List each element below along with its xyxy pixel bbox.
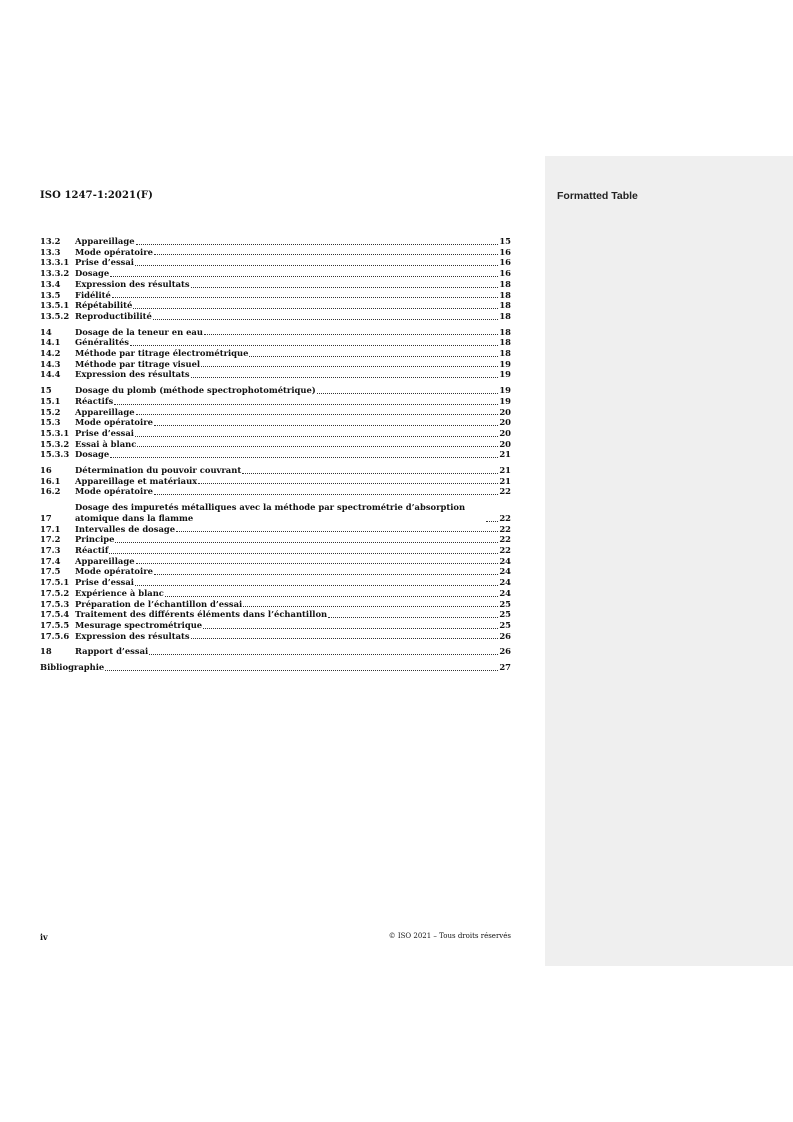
toc-entry-title: Réactif (75, 544, 109, 555)
toc-entry[interactable] (40, 486, 511, 497)
toc-entry-title: Détermination du pouvoir couvrant (75, 465, 242, 476)
toc-entry[interactable] (40, 609, 511, 620)
toc-entry[interactable] (40, 359, 511, 370)
toc-leader-dots (110, 276, 498, 277)
toc-entry[interactable] (40, 348, 511, 359)
toc-entry[interactable] (40, 327, 511, 338)
toc-entry[interactable] (40, 545, 511, 556)
toc-entry-title: Expérience à blanc (75, 587, 164, 598)
toc-entry-number: 17.5.1 (40, 577, 70, 588)
toc-leader-dots (136, 414, 499, 415)
toc-entry-title: Essai à blanc (75, 438, 137, 449)
toc-leader-dots (154, 574, 498, 575)
toc-entry[interactable] (40, 502, 511, 523)
toc-entry-title: Mesurage spectrométrique (75, 619, 203, 630)
toc-leader-dots (154, 254, 498, 255)
toc-leader-dots (115, 542, 498, 543)
toc-entry-number: 16.1 (40, 475, 61, 486)
toc-entry[interactable] (40, 465, 511, 476)
toc-entry-title: Dosage du plomb (méthode spectrophotométrique) (75, 385, 316, 396)
toc-entry[interactable] (40, 646, 511, 657)
toc-entry-title: Préparation de l’échantillon d’essai (75, 598, 243, 609)
toc-entry[interactable] (40, 300, 511, 311)
toc-entry-page: 21 (499, 465, 511, 476)
toc-entry-number: 15.3.2 (40, 438, 70, 449)
toc-entry-page: 27 (499, 662, 511, 673)
toc-entry-page: 25 (499, 619, 511, 630)
toc-entry-title: Expression des résultats (75, 369, 190, 380)
toc-leader-dots (328, 617, 498, 618)
toc-entry-number: 15 (40, 385, 52, 396)
toc-entry[interactable] (40, 631, 511, 642)
toc-entry-page: 22 (499, 534, 511, 545)
toc-entry-number: 15.3.1 (40, 427, 70, 438)
toc-entry-title: Fidélité (75, 289, 111, 300)
toc-entry-title: Mode opératoire (75, 566, 153, 577)
toc-entry-number: 16 (40, 465, 52, 476)
toc-entry[interactable] (40, 620, 511, 631)
toc-entry-number: 13.5.1 (40, 300, 70, 311)
toc-entry-page: 22 (499, 512, 511, 523)
toc-entry-number: 15.2 (40, 406, 61, 417)
toc-entry-page: 20 (499, 438, 511, 449)
comment-pane (545, 156, 793, 966)
toc-entry-number: 13.3.2 (40, 268, 70, 279)
toc-entry-title: Prise d’essai (75, 577, 134, 588)
toc-entry[interactable] (40, 476, 511, 487)
toc-entry-title: Principe (75, 534, 115, 545)
toc-entry-number: 14.2 (40, 348, 61, 359)
toc-entry[interactable] (40, 236, 511, 247)
toc-entry-title: Intervalles de dosage (75, 523, 176, 534)
toc-entry-title: Dosage (75, 268, 110, 279)
toc-leader-dots (110, 457, 498, 458)
toc-entry-number: 14 (40, 326, 52, 337)
toc-leader-dots (198, 483, 498, 484)
toc-entry-number: 13.5.2 (40, 310, 70, 321)
toc-leader-dots (191, 287, 499, 288)
toc-entry[interactable] (40, 428, 511, 439)
toc-entry-page: 18 (499, 348, 511, 359)
toc-entry-page: 18 (499, 278, 511, 289)
toc-entry-page: 18 (499, 337, 511, 348)
toc-entry[interactable] (40, 417, 511, 428)
toc-leader-dots (149, 654, 498, 655)
document-header: ISO 1247-1:2021(F) (40, 190, 153, 201)
toc-entry-page: 20 (499, 406, 511, 417)
toc-entry[interactable] (40, 290, 511, 301)
toc-entry-number: 17.5.4 (40, 609, 70, 620)
toc-leader-dots (243, 606, 498, 607)
toc-entry-number: 17.1 (40, 523, 61, 534)
toc-entry-number: 17.5.2 (40, 587, 70, 598)
toc-entry-page: 24 (499, 577, 511, 588)
toc-entry-page: 19 (499, 358, 511, 369)
toc-entry-title: Appareillage et matériaux (75, 475, 198, 486)
toc-entry-page: 16 (499, 257, 511, 268)
toc-entry-page: 22 (499, 523, 511, 534)
toc-leader-dots (109, 553, 498, 554)
toc-entry[interactable] (40, 556, 511, 567)
toc-entry-title: Bibliographie (40, 662, 105, 673)
toc-entry-number: 14.4 (40, 369, 61, 380)
toc-entry-page: 26 (499, 646, 511, 657)
toc-entry-number: 17.3 (40, 544, 61, 555)
toc-entry-number: 17.5 (40, 566, 61, 577)
toc-leader-dots (137, 446, 498, 447)
toc-entry-title: Méthode par titrage visuel (75, 358, 201, 369)
toc-leader-dots (201, 366, 498, 367)
toc-entry-page: 21 (499, 449, 511, 460)
toc-leader-dots (154, 494, 498, 495)
toc-entry-page: 18 (499, 289, 511, 300)
toc-entry[interactable] (40, 311, 511, 322)
toc-entry-page: 22 (499, 544, 511, 555)
toc-entry[interactable] (40, 369, 511, 380)
page-number: iv (40, 932, 48, 942)
toc-leader-dots (114, 404, 498, 405)
toc-entry-number: 13.3 (40, 246, 61, 257)
toc-entry-title: Appareillage (75, 236, 135, 246)
toc-leader-dots (135, 585, 498, 586)
toc-entry-title: Reproductibilité (75, 310, 152, 321)
toc-group (40, 646, 511, 657)
toc-entry[interactable] (40, 588, 511, 599)
toc-entry-page: 18 (499, 300, 511, 311)
toc-group (40, 385, 511, 460)
toc-entry-title: Rapport d’essai (75, 646, 149, 657)
toc-entry-number: 15.3 (40, 417, 61, 428)
toc-entry-page: 19 (499, 395, 511, 406)
toc-leader-dots (204, 334, 498, 335)
toc-group (40, 465, 511, 497)
toc-entry[interactable] (40, 439, 511, 450)
toc-entry[interactable] (40, 396, 511, 407)
toc-entry-page: 18 (499, 310, 511, 321)
toc-leader-dots (105, 670, 498, 671)
toc-leader-dots (135, 265, 498, 266)
toc-entry[interactable] (40, 524, 511, 535)
toc-entry-page: 24 (499, 587, 511, 598)
toc-entry-title: Expression des résultats (75, 278, 190, 289)
toc-entry-number: 15.1 (40, 395, 61, 406)
toc-entry-title: Appareillage (75, 555, 135, 566)
toc-entry[interactable] (40, 534, 511, 545)
toc-entry-page: 20 (499, 427, 511, 438)
toc-entry[interactable] (40, 337, 511, 348)
toc-leader-dots (191, 377, 499, 378)
toc-entry-number: 17.5.6 (40, 630, 70, 641)
toc-entry-title: Dosage des impuretés métalliques avec la méthode par spectrométrie d’absorption atomique dans la flamme (75, 502, 466, 523)
toc-leader-dots (191, 638, 499, 639)
toc-leader-dots (133, 308, 498, 309)
toc-entry-page: 25 (499, 598, 511, 609)
toc-entry-page: 22 (499, 486, 511, 497)
toc-leader-dots (136, 563, 499, 564)
toc-entry-title: Dosage (75, 449, 110, 460)
toc-entry-number: 17.5.5 (40, 619, 70, 630)
toc-entry-number: 16.2 (40, 486, 61, 497)
toc-leader-dots (176, 531, 498, 532)
toc-group (40, 502, 511, 641)
toc-entry[interactable] (40, 257, 511, 268)
toc-entry[interactable] (40, 247, 511, 258)
toc-entry-number: 17.2 (40, 534, 61, 545)
toc-entry-page: 20 (499, 417, 511, 428)
toc-entry[interactable] (40, 577, 511, 588)
toc-entry-page: 24 (499, 566, 511, 577)
toc-entry[interactable] (40, 268, 511, 279)
toc-group (40, 327, 511, 381)
toc-entry-title: Mode opératoire (75, 486, 153, 497)
toc-entry-title: Prise d’essai (75, 427, 134, 438)
toc-entry-title: Mode opératoire (75, 417, 153, 428)
comment-label: Formatted Table (557, 190, 638, 202)
toc-entry-number: 14.3 (40, 358, 61, 369)
toc-entry-number: 15.3.3 (40, 449, 70, 460)
toc-entry-page: 16 (499, 268, 511, 279)
toc-entry-page: 26 (499, 630, 511, 641)
toc-entry-title: Répétabilité (75, 300, 133, 311)
toc-leader-dots (154, 425, 498, 426)
toc-entry-title: Mode opératoire (75, 246, 153, 257)
toc-entry-title: Traitement des différents éléments dans l’échantillon (75, 609, 328, 620)
toc-entry-number: 14.1 (40, 337, 61, 348)
toc-entry[interactable] (40, 449, 511, 460)
toc-entry-page: 19 (499, 369, 511, 380)
toc-group (40, 236, 511, 322)
toc-entry[interactable] (40, 566, 511, 577)
toc-leader-dots (203, 628, 498, 629)
toc-entry-title: Prise d’essai (75, 257, 134, 268)
toc-leader-dots (486, 521, 498, 522)
toc-entry-number: 17.4 (40, 555, 61, 566)
toc-leader-dots (112, 297, 498, 298)
toc-entry[interactable] (40, 599, 511, 610)
toc-entry-title: Réactifs (75, 395, 114, 406)
toc-leader-dots (153, 319, 499, 320)
toc-entry-number: 18 (40, 646, 52, 657)
toc-leader-dots (317, 393, 499, 394)
toc-entry-page: 21 (499, 475, 511, 486)
toc-leader-dots (242, 473, 498, 474)
toc-leader-dots (165, 596, 498, 597)
toc-entry-number: 13.2 (40, 236, 61, 246)
toc-entry-number: 17.5.3 (40, 598, 70, 609)
toc-entry[interactable] (40, 662, 511, 673)
toc-entry-title: Généralités (75, 337, 130, 348)
toc-entry-number: 17 (40, 512, 52, 523)
toc-entry[interactable] (40, 279, 511, 290)
toc-group (40, 662, 511, 673)
toc-entry-title: Appareillage (75, 406, 135, 417)
toc-entry-number: 13.4 (40, 278, 61, 289)
toc-entry-title: Méthode par titrage électrométrique (75, 348, 249, 359)
copyright-notice: © ISO 2021 – Tous droits réservés (388, 932, 511, 940)
toc-leader-dots (135, 436, 498, 437)
toc-entry-title: Expression des résultats (75, 630, 190, 641)
toc-leader-dots (249, 356, 498, 357)
toc-leader-dots (130, 345, 498, 346)
toc-entry[interactable] (40, 407, 511, 418)
toc-entry-title: Dosage de la teneur en eau (75, 326, 203, 337)
toc-entry[interactable] (40, 385, 511, 396)
toc-entry-page: 25 (499, 609, 511, 620)
toc-entry-number: 13.5 (40, 289, 61, 300)
toc-entry-page: 19 (499, 385, 511, 396)
toc-entry-page: 24 (499, 555, 511, 566)
toc-entry-page: 15 (499, 236, 511, 246)
toc-entry-page: 16 (499, 246, 511, 257)
toc-entry-page: 18 (499, 326, 511, 337)
table-of-contents (40, 236, 511, 678)
toc-leader-dots (136, 244, 499, 245)
toc-entry-number: 13.3.1 (40, 257, 70, 268)
